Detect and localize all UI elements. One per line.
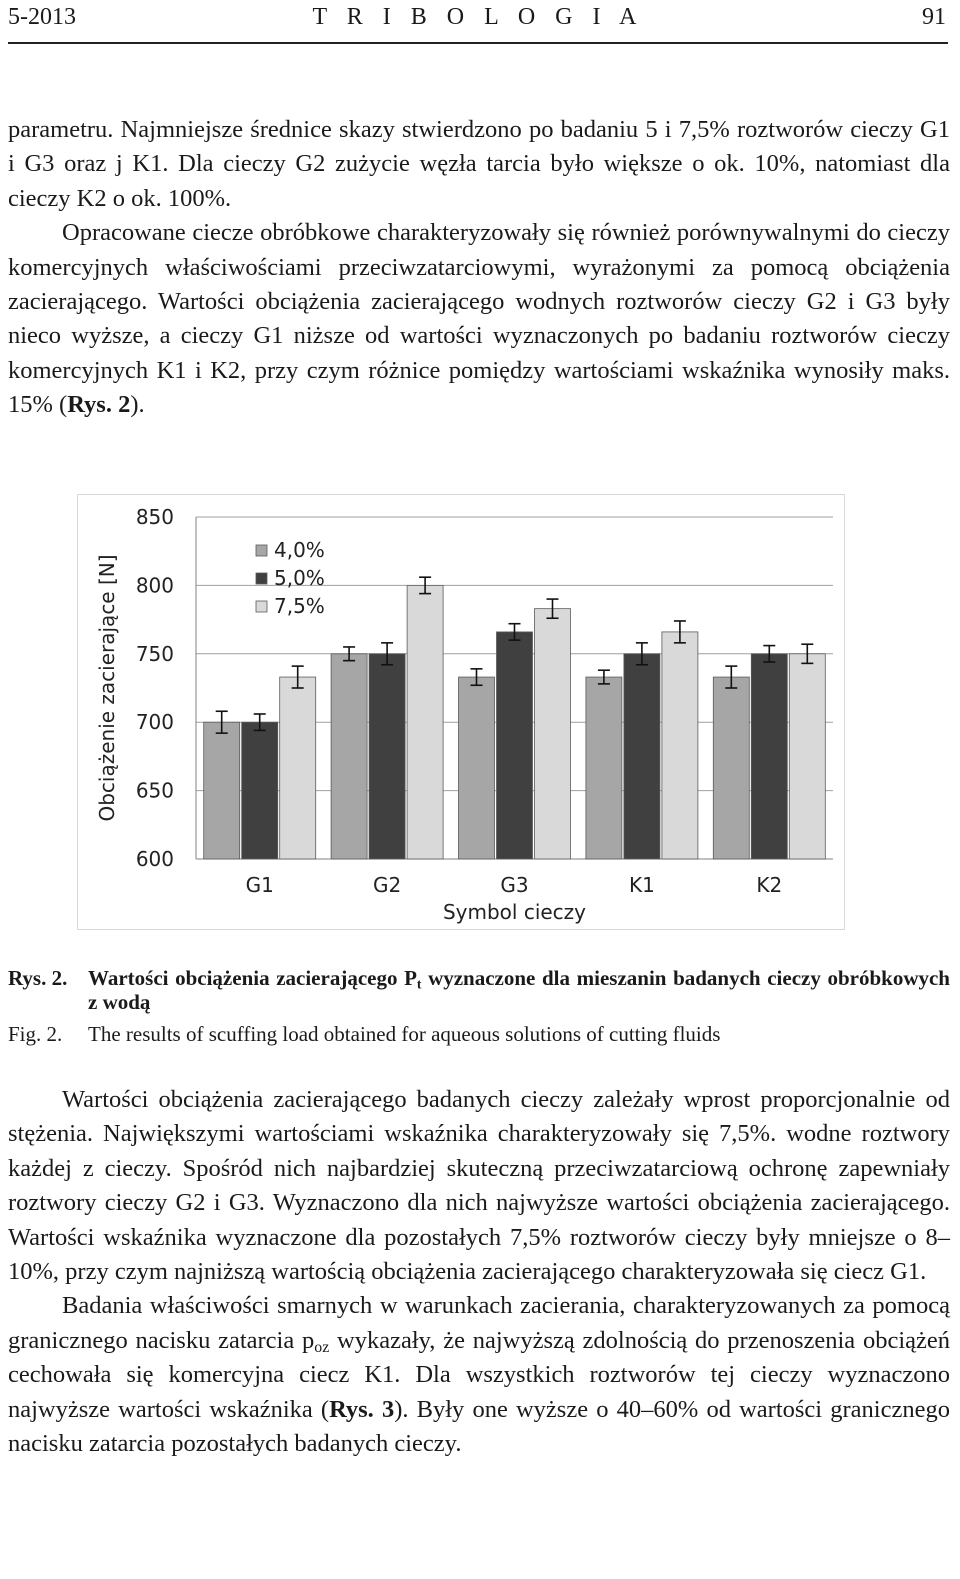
- header-rule: [8, 42, 948, 44]
- legend-label-1: 4,0%: [274, 538, 325, 562]
- text-block-top: [8, 113, 950, 423]
- figure-2-frame: [77, 494, 845, 930]
- caption-polish-subscript: t: [416, 976, 422, 992]
- x-tick-label: G2: [372, 873, 402, 897]
- bar-k1-3: [662, 632, 698, 859]
- bar-g2-3: [407, 585, 443, 859]
- caption-polish-number: Rys. 2.: [8, 966, 68, 990]
- y-tick-label: 750: [135, 641, 174, 666]
- bar-k1-1: [586, 677, 622, 859]
- paragraph-2-text-a: Opracowane ciecze obróbkowe charakteryzowały się również porównywalnymi do cieczy komercyjnych właściwościami przeciwzatarciowymi, wyrażonymi za pomocą obciążenia zacierającego. Wartości obciążenia zacierającego wodnych roztworów cieczy G2 i G3 były nieco wyższe, a cieczy G1 niższe od wartości wyznaczonych po badaniu roztworów cieczy komercyjnych K1 i K2, przy czym różnice pomiędzy wartościami wskaźnika wynosiły maks. 15% (: [8, 219, 950, 419]
- paragraph-2: [8, 216, 950, 422]
- bar-g3-3: [535, 609, 571, 859]
- text-block-bottom: [8, 1083, 950, 1461]
- journal-title: T R I B O L O G I A: [312, 4, 644, 30]
- paragraph-4-subscript: oz: [314, 1338, 330, 1356]
- x-tick-label: K2: [756, 873, 783, 897]
- caption-english-number: Fig. 2.: [8, 1022, 63, 1046]
- x-axis-label: Symbol cieczy: [442, 900, 587, 924]
- legend-label-3: 7,5%: [274, 594, 325, 618]
- legend-label-2: 5,0%: [274, 566, 325, 590]
- x-tick-label: G3: [500, 873, 529, 897]
- journal-issue: 5-2013: [8, 4, 76, 30]
- bar-g2-1: [331, 654, 367, 859]
- page-header: [8, 2, 948, 36]
- scuffing-load-chart: [78, 495, 844, 929]
- paragraph-2-text-b: ).: [130, 391, 145, 419]
- caption-english-text: The results of scuffing load obtained for aqueous solutions of cutting fluids: [88, 1022, 721, 1046]
- bar-g3-1: [459, 677, 495, 859]
- paragraph-4-text-c: ). Były one wyższe o 40–60% od wartości granicznego nacisku zatarcia pozostałych badanych cieczy.: [8, 1395, 950, 1458]
- bar-k2-1: [713, 677, 749, 859]
- y-tick-label: 600: [135, 847, 174, 871]
- bar-g1-2: [242, 722, 278, 859]
- x-tick-label: G1: [245, 873, 274, 897]
- bar-g1-1: [204, 722, 240, 859]
- y-tick-label: 850: [135, 505, 174, 529]
- bar-k1-2: [624, 654, 660, 859]
- bar-g1-3: [280, 677, 316, 859]
- bar-k2-2: [751, 654, 787, 859]
- page-number: 91: [922, 4, 946, 30]
- figure-ref-rys-2: Rys. 2: [67, 391, 131, 419]
- x-tick-label: K1: [628, 873, 655, 897]
- y-tick-label: 650: [135, 778, 174, 803]
- caption-polish: [8, 966, 950, 1014]
- y-axis-label: Obciążenie zacierające [N]: [95, 554, 119, 822]
- y-tick-label: 800: [135, 573, 174, 598]
- paragraph-4-text-b: wykazały, że najwyższą zdolnością do przenoszenia obciążeń cechowała się komercyjna ciecz K1. Dla wszystkich roztworów tej cieczy wyznaczono najwyższe wartości wskaźnika (: [8, 1326, 950, 1423]
- figure-ref-rys-3: Rys. 3: [329, 1395, 395, 1423]
- bar-g2-2: [369, 654, 405, 859]
- caption-polish-text-b: wyznaczone dla mieszanin badanych cieczy obróbkowych z wodą: [88, 966, 950, 1014]
- caption-polish-text-a: Wartości obciążenia zacierającego P: [88, 966, 417, 990]
- paragraph-4-text-a: Badania właściwości smarnych w warunkach zacierania, charakteryzowanych za pomocą granicznego nacisku zatarcia p: [8, 1292, 950, 1354]
- bar-k2-3: [789, 654, 825, 859]
- paragraph-4: [8, 1289, 950, 1461]
- paragraph-3: Wartości obciążenia zacierającego badanych cieczy zależały wprost proporcjonalnie od stężenia. Największymi wartościami wskaźnika charakteryzowały się 7,5%. wodne roztwory każdej z cieczy. Spośród nich najbardziej skuteczną przeciwzatarciową ochronę zapewniały roztwory cieczy G2 i G3. Wyznaczono dla nich najwyższe wartości obciążenia zacierającego. Wartości wskaźnika wyznaczone dla pozostałych 7,5% roztworów cieczy były mniejsze o 8–10%, przy czym najniższą wartością obciążenia zacierającego charakteryzowała się ciecz G1.: [8, 1086, 950, 1286]
- legend-swatch-1: [256, 545, 267, 556]
- bar-g3-2: [497, 632, 533, 859]
- legend-swatch-3: [256, 601, 267, 612]
- caption-english: [8, 1022, 950, 1046]
- legend-swatch-2: [256, 573, 267, 584]
- y-tick-label: 700: [135, 710, 174, 735]
- paragraph-1: parametru. Najmniejsze średnice skazy stwierdzono po badaniu 5 i 7,5% roztworów cieczy G1 i G3 oraz j K1. Dla cieczy G2 zużycie węzła tarcia było większe o ok. 10%, natomiast dla cieczy K2 o ok. 100%.: [8, 116, 950, 212]
- caption-polish-text: [88, 966, 950, 1014]
